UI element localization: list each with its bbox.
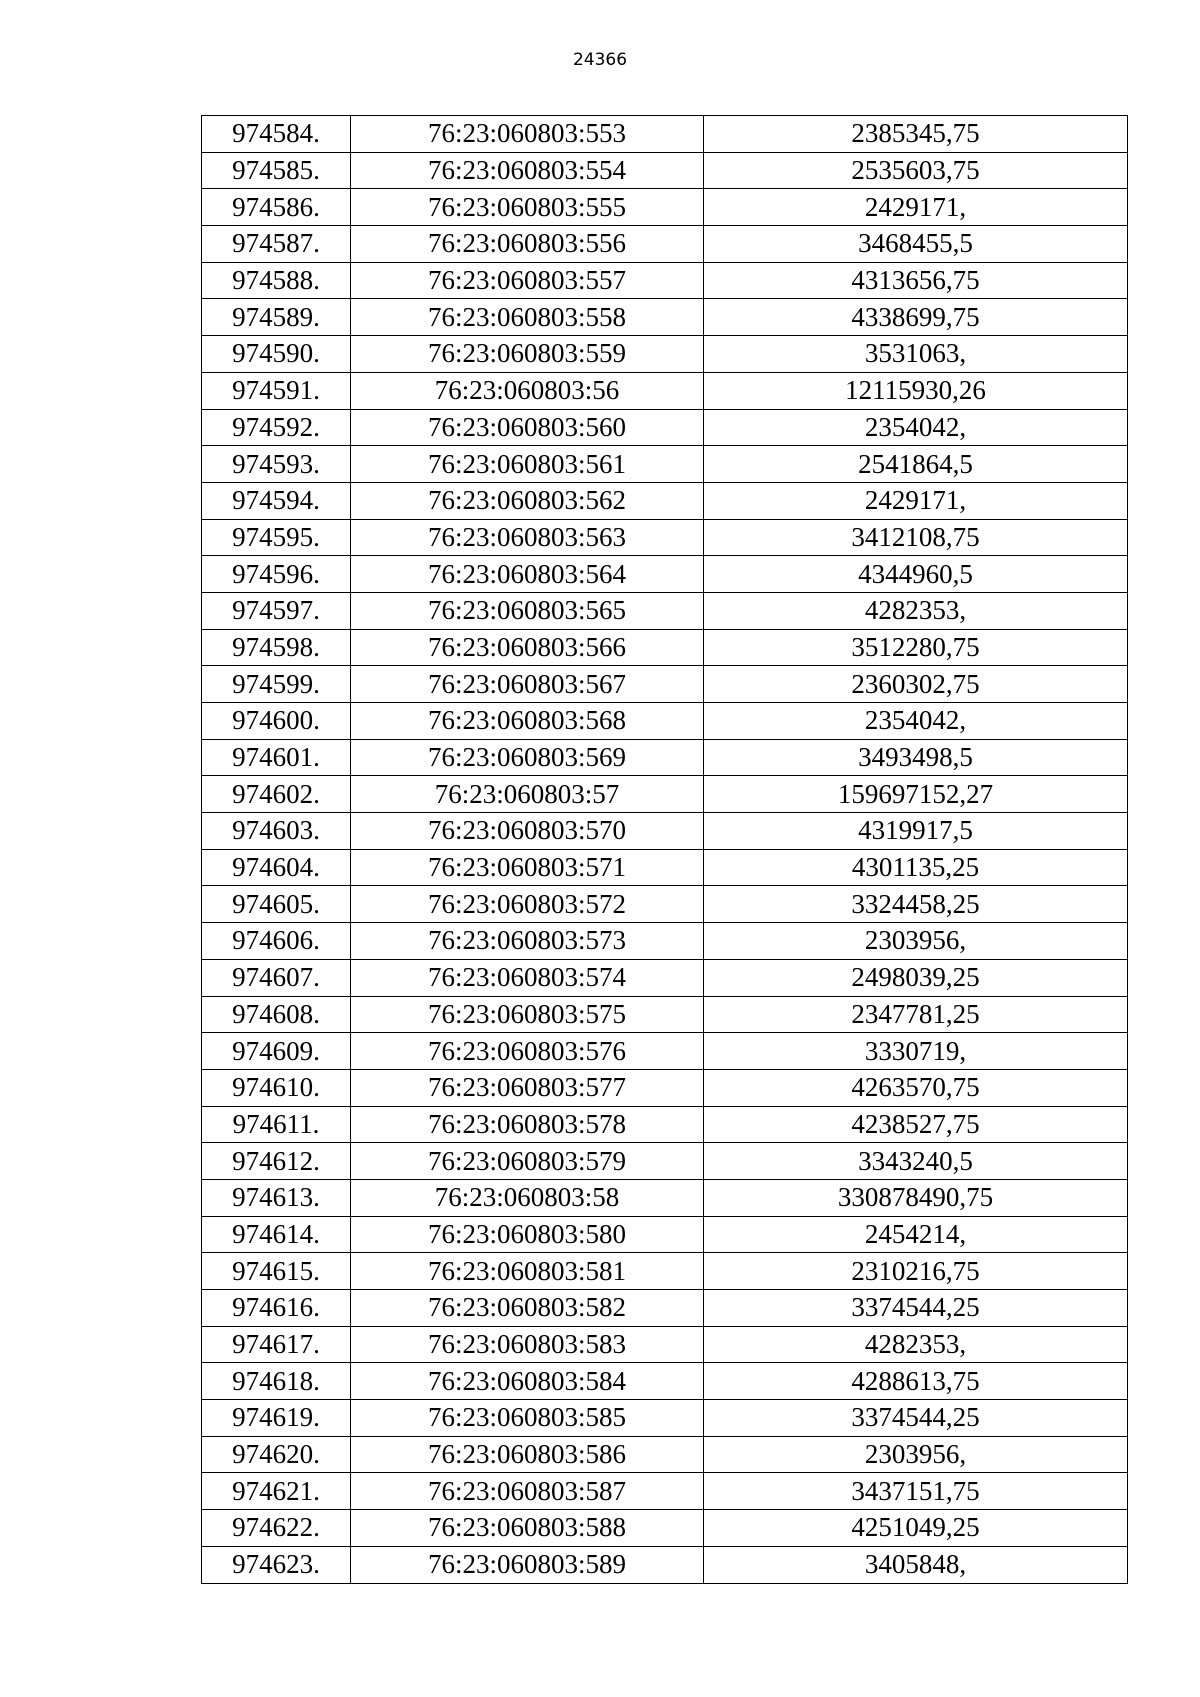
table-row (202, 336, 1128, 373)
row-number-cell: 974601. (202, 739, 351, 776)
cadastral-number-cell: 76:23:060803:568 (351, 703, 704, 740)
cadastral-number-cell: 76:23:060803:571 (351, 849, 704, 886)
cadastral-value-cell: 4263570,75 (704, 1069, 1128, 1106)
row-number-cell: 974587. (202, 226, 351, 263)
row-number-cell: 974623. (202, 1546, 351, 1583)
cadastral-number-cell: 76:23:060803:578 (351, 1106, 704, 1143)
cadastral-number-cell: 76:23:060803:566 (351, 629, 704, 666)
cadastral-number-cell: 76:23:060803:569 (351, 739, 704, 776)
cadastral-value-cell: 2385345,75 (704, 116, 1128, 153)
row-number-cell: 974593. (202, 446, 351, 483)
cadastral-value-cell: 4319917,5 (704, 813, 1128, 850)
row-number-cell: 974607. (202, 959, 351, 996)
row-number-cell: 974603. (202, 813, 351, 850)
table-row (202, 1253, 1128, 1290)
table-row (202, 1363, 1128, 1400)
row-number-cell: 974600. (202, 703, 351, 740)
row-number-cell: 974590. (202, 336, 351, 373)
cadastral-number-cell: 76:23:060803:557 (351, 262, 704, 299)
cadastral-number-cell: 76:23:060803:579 (351, 1143, 704, 1180)
table-row (202, 959, 1128, 996)
table-body (202, 116, 1128, 1584)
cadastral-number-cell: 76:23:060803:575 (351, 996, 704, 1033)
cadastral-number-cell: 76:23:060803:567 (351, 666, 704, 703)
cadastral-value-cell: 3468455,5 (704, 226, 1128, 263)
cadastral-value-cell: 3405848, (704, 1546, 1128, 1583)
cadastral-number-cell: 76:23:060803:577 (351, 1069, 704, 1106)
cadastral-value-cell: 4288613,75 (704, 1363, 1128, 1400)
cadastral-value-cell: 3493498,5 (704, 739, 1128, 776)
row-number-cell: 974611. (202, 1106, 351, 1143)
cadastral-value-cell: 4338699,75 (704, 299, 1128, 336)
cadastral-value-cell: 159697152,27 (704, 776, 1128, 813)
cadastral-value-cell: 3512280,75 (704, 629, 1128, 666)
table-row (202, 1216, 1128, 1253)
table-row (202, 1473, 1128, 1510)
row-number-cell: 974606. (202, 923, 351, 960)
cadastral-number-cell: 76:23:060803:582 (351, 1290, 704, 1327)
table-row (202, 1290, 1128, 1327)
cadastral-number-cell: 76:23:060803:570 (351, 813, 704, 850)
row-number-cell: 974608. (202, 996, 351, 1033)
row-number-cell: 974594. (202, 482, 351, 519)
table-row (202, 849, 1128, 886)
cadastral-value-cell: 3324458,25 (704, 886, 1128, 923)
cadastral-number-cell: 76:23:060803:559 (351, 336, 704, 373)
table-row (202, 519, 1128, 556)
cadastral-number-cell: 76:23:060803:572 (351, 886, 704, 923)
row-number-cell: 974615. (202, 1253, 351, 1290)
cadastral-value-cell: 4344960,5 (704, 556, 1128, 593)
cadastral-value-table (201, 115, 1128, 1584)
row-number-cell: 974589. (202, 299, 351, 336)
table-row (202, 1179, 1128, 1216)
cadastral-value-cell: 2303956, (704, 1436, 1128, 1473)
cadastral-value-cell: 2310216,75 (704, 1253, 1128, 1290)
cadastral-number-cell: 76:23:060803:558 (351, 299, 704, 336)
row-number-cell: 974621. (202, 1473, 351, 1510)
row-number-cell: 974586. (202, 189, 351, 226)
cadastral-value-cell: 3330719, (704, 1033, 1128, 1070)
cadastral-value-cell: 2498039,25 (704, 959, 1128, 996)
table-row (202, 372, 1128, 409)
cadastral-value-cell: 3412108,75 (704, 519, 1128, 556)
cadastral-value-cell: 2454214, (704, 1216, 1128, 1253)
row-number-cell: 974588. (202, 262, 351, 299)
row-number-cell: 974610. (202, 1069, 351, 1106)
table-row (202, 1143, 1128, 1180)
cadastral-value-cell: 4238527,75 (704, 1106, 1128, 1143)
cadastral-value-cell: 3437151,75 (704, 1473, 1128, 1510)
page-number: 24366 (572, 50, 628, 70)
row-number-cell: 974613. (202, 1179, 351, 1216)
row-number-cell: 974597. (202, 592, 351, 629)
table-row (202, 1510, 1128, 1547)
table-row (202, 703, 1128, 740)
table-row (202, 1069, 1128, 1106)
row-number-cell: 974599. (202, 666, 351, 703)
cadastral-value-cell: 3374544,25 (704, 1290, 1128, 1327)
table-row (202, 739, 1128, 776)
row-number-cell: 974598. (202, 629, 351, 666)
cadastral-number-cell: 76:23:060803:565 (351, 592, 704, 629)
cadastral-value-cell: 330878490,75 (704, 1179, 1128, 1216)
table-row (202, 1436, 1128, 1473)
cadastral-value-cell: 4282353, (704, 1326, 1128, 1363)
table-row (202, 226, 1128, 263)
cadastral-number-cell: 76:23:060803:58 (351, 1179, 704, 1216)
row-number-cell: 974612. (202, 1143, 351, 1180)
cadastral-number-cell: 76:23:060803:555 (351, 189, 704, 226)
row-number-cell: 974614. (202, 1216, 351, 1253)
table-row (202, 556, 1128, 593)
cadastral-value-cell: 3343240,5 (704, 1143, 1128, 1180)
cadastral-value-cell: 2354042, (704, 703, 1128, 740)
cadastral-number-cell: 76:23:060803:588 (351, 1510, 704, 1547)
table-row (202, 1400, 1128, 1437)
table-row (202, 629, 1128, 666)
cadastral-value-cell: 2347781,25 (704, 996, 1128, 1033)
cadastral-value-cell: 2541864,5 (704, 446, 1128, 483)
cadastral-value-cell: 2429171, (704, 189, 1128, 226)
table-row (202, 813, 1128, 850)
table-row (202, 886, 1128, 923)
table-row (202, 996, 1128, 1033)
cadastral-value-cell: 4251049,25 (704, 1510, 1128, 1547)
row-number-cell: 974585. (202, 152, 351, 189)
row-number-cell: 974602. (202, 776, 351, 813)
cadastral-number-cell: 76:23:060803:554 (351, 152, 704, 189)
cadastral-number-cell: 76:23:060803:589 (351, 1546, 704, 1583)
row-number-cell: 974584. (202, 116, 351, 153)
table-row (202, 776, 1128, 813)
cadastral-number-cell: 76:23:060803:56 (351, 372, 704, 409)
table-row (202, 299, 1128, 336)
table-row (202, 152, 1128, 189)
row-number-cell: 974622. (202, 1510, 351, 1547)
table-row (202, 923, 1128, 960)
cadastral-value-cell: 3531063, (704, 336, 1128, 373)
row-number-cell: 974618. (202, 1363, 351, 1400)
row-number-cell: 974605. (202, 886, 351, 923)
cadastral-value-cell: 4282353, (704, 592, 1128, 629)
table-row (202, 1106, 1128, 1143)
cadastral-number-cell: 76:23:060803:580 (351, 1216, 704, 1253)
cadastral-value-cell: 2354042, (704, 409, 1128, 446)
cadastral-value-cell: 2303956, (704, 923, 1128, 960)
cadastral-value-cell: 2535603,75 (704, 152, 1128, 189)
table-row (202, 592, 1128, 629)
cadastral-number-cell: 76:23:060803:562 (351, 482, 704, 519)
cadastral-number-cell: 76:23:060803:587 (351, 1473, 704, 1510)
row-number-cell: 974620. (202, 1436, 351, 1473)
cadastral-value-cell: 2360302,75 (704, 666, 1128, 703)
cadastral-number-cell: 76:23:060803:584 (351, 1363, 704, 1400)
row-number-cell: 974609. (202, 1033, 351, 1070)
row-number-cell: 974596. (202, 556, 351, 593)
row-number-cell: 974595. (202, 519, 351, 556)
table-row (202, 189, 1128, 226)
row-number-cell: 974617. (202, 1326, 351, 1363)
cadastral-value-cell: 4301135,25 (704, 849, 1128, 886)
table-row (202, 1546, 1128, 1583)
row-number-cell: 974616. (202, 1290, 351, 1327)
cadastral-number-cell: 76:23:060803:57 (351, 776, 704, 813)
table-row (202, 262, 1128, 299)
cadastral-value-cell: 3374544,25 (704, 1400, 1128, 1437)
row-number-cell: 974604. (202, 849, 351, 886)
cadastral-number-cell: 76:23:060803:585 (351, 1400, 704, 1437)
cadastral-number-cell: 76:23:060803:563 (351, 519, 704, 556)
cadastral-number-cell: 76:23:060803:576 (351, 1033, 704, 1070)
cadastral-value-cell: 12115930,26 (704, 372, 1128, 409)
row-number-cell: 974619. (202, 1400, 351, 1437)
cadastral-value-cell: 4313656,75 (704, 262, 1128, 299)
table-row (202, 1326, 1128, 1363)
cadastral-number-cell: 76:23:060803:586 (351, 1436, 704, 1473)
cadastral-value-cell: 2429171, (704, 482, 1128, 519)
table-row (202, 666, 1128, 703)
table-row (202, 482, 1128, 519)
cadastral-number-cell: 76:23:060803:583 (351, 1326, 704, 1363)
cadastral-number-cell: 76:23:060803:564 (351, 556, 704, 593)
row-number-cell: 974591. (202, 372, 351, 409)
cadastral-number-cell: 76:23:060803:574 (351, 959, 704, 996)
table-row (202, 446, 1128, 483)
table-row (202, 116, 1128, 153)
table-row (202, 409, 1128, 446)
cadastral-number-cell: 76:23:060803:556 (351, 226, 704, 263)
table-row (202, 1033, 1128, 1070)
cadastral-number-cell: 76:23:060803:581 (351, 1253, 704, 1290)
cadastral-number-cell: 76:23:060803:573 (351, 923, 704, 960)
cadastral-number-cell: 76:23:060803:561 (351, 446, 704, 483)
cadastral-number-cell: 76:23:060803:553 (351, 116, 704, 153)
cadastral-number-cell: 76:23:060803:560 (351, 409, 704, 446)
row-number-cell: 974592. (202, 409, 351, 446)
